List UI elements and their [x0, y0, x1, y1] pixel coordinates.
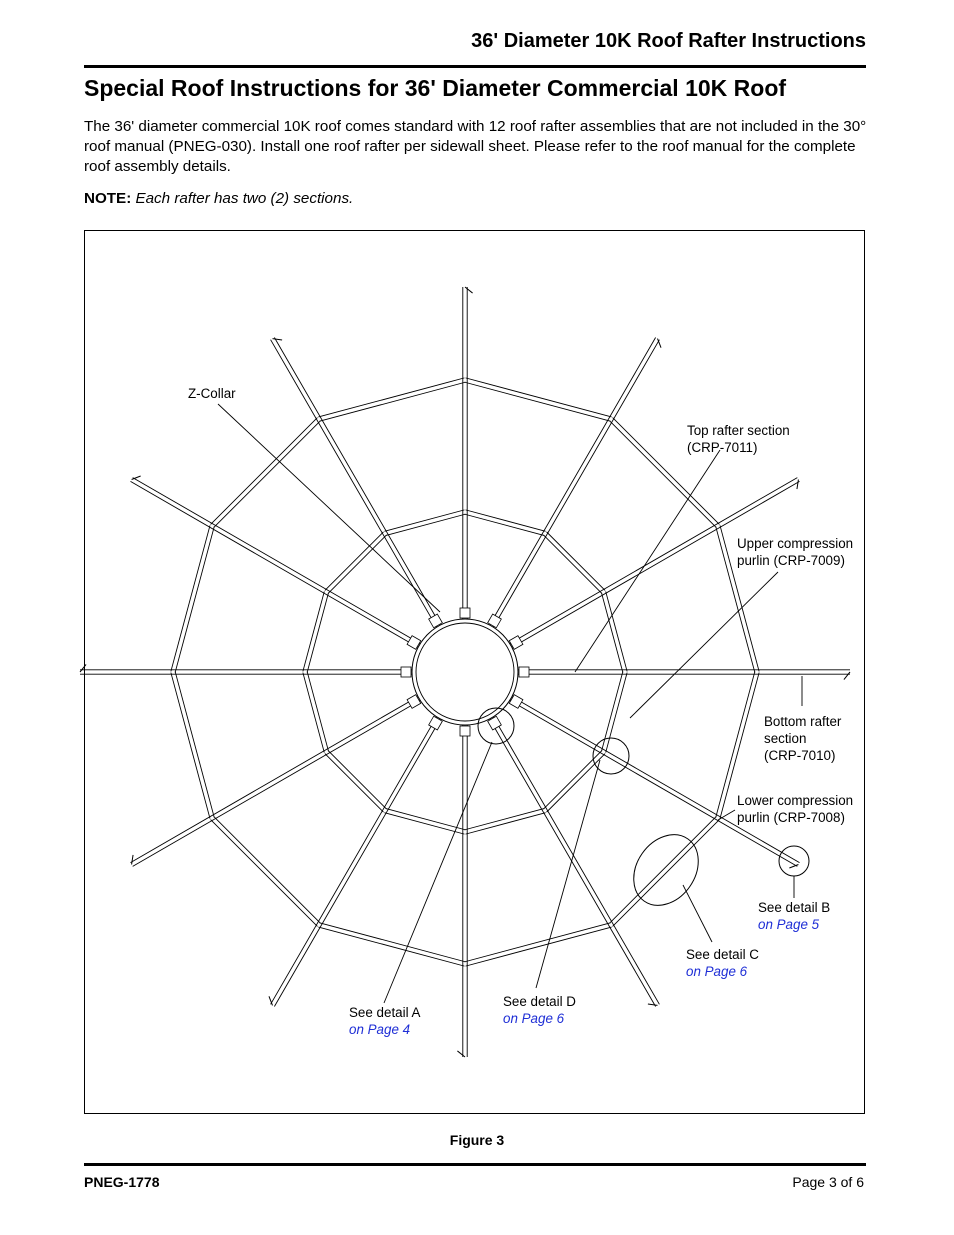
section-title: Special Roof Instructions for 36' Diameter Commercial 10K Roof [84, 75, 787, 101]
detail-c-link[interactable]: on Page 6 [686, 964, 748, 979]
callout-upper-purlin [737, 535, 853, 569]
upper-purlin-0 [464, 510, 545, 536]
note-text: Each rafter has two (2) sections. [135, 190, 354, 207]
rafter-11-edge-0 [274, 337, 440, 625]
rafter-tip-8 [132, 855, 133, 865]
upper-purlin-6-edge-0 [386, 808, 466, 829]
lower-purlin-5-edge-1 [466, 927, 612, 966]
rafter-6 [463, 725, 467, 1057]
leader-line-6 [683, 885, 712, 942]
rafter-tip-2 [797, 480, 798, 490]
upper-purlin-11-edge-0 [386, 514, 466, 535]
rafter-tip-3 [844, 672, 850, 680]
upper-purlin-1 [543, 532, 605, 594]
detail-c-ellipse [620, 822, 711, 918]
lower-purlin-7 [211, 816, 321, 926]
detail-b-label: See detail B [758, 900, 831, 915]
upper-purlin-9-edge-1 [303, 591, 324, 671]
detail-a-link[interactable]: on Page 4 [349, 1022, 411, 1037]
lower-purlin-9-edge-0 [175, 527, 214, 673]
footer-rule [84, 1163, 866, 1166]
lower-purlin-10-edge-1 [211, 418, 318, 525]
lower-purlin-6 [318, 923, 465, 966]
callout-detail-d [503, 993, 576, 1027]
leader-line-0 [218, 404, 440, 612]
upper-purlin-6-edge-1 [384, 813, 464, 834]
upper-purlin-1-edge-1 [547, 532, 606, 591]
lower-purlin-11 [318, 378, 465, 421]
collar-bracket-4 [509, 695, 523, 709]
callout-z-collar [188, 385, 236, 402]
rafter-1-edge-0 [493, 340, 659, 628]
rafter-8-edge-1 [133, 700, 421, 866]
lower-purlin-9 [171, 525, 214, 672]
upper-purlin-0-edge-0 [464, 514, 544, 535]
page-header-title: 36' Diameter 10K Roof Rafter Instructions [471, 30, 866, 52]
lower-purlin-part: purlin (CRP-7008) [737, 810, 845, 825]
collar-bracket-9 [401, 667, 411, 677]
upper-purlin-7-edge-0 [328, 750, 387, 809]
upper-purlin-4 [543, 750, 605, 812]
rafter-11-edge-1 [271, 340, 437, 628]
collar-bracket-6 [460, 726, 470, 736]
rafter-5 [490, 717, 660, 1007]
bottom-rafter-part: (CRP-7010) [764, 748, 836, 763]
leader-line-7 [536, 760, 600, 988]
upper-purlin-4-edge-1 [547, 754, 606, 813]
detail-b-link[interactable]: on Page 5 [758, 917, 820, 932]
lower-purlin-11-edge-1 [318, 378, 464, 417]
rafter-10-edge-1 [130, 481, 418, 647]
collar-bracket-0 [460, 608, 470, 618]
rafter-tip-9 [80, 664, 86, 672]
rafter-4-edge-1 [512, 697, 800, 863]
upper-purlin-8-edge-1 [303, 673, 324, 753]
upper-purlin-2-edge-1 [606, 591, 627, 671]
upper-purlin-5 [464, 808, 545, 834]
lower-purlin-label: Lower compression [737, 793, 854, 808]
rafter-tip-5 [648, 1004, 658, 1005]
upper-purlin-10 [325, 532, 387, 594]
rafter-5-edge-0 [490, 719, 656, 1007]
top-rafter-part: (CRP-7011) [687, 440, 758, 455]
callout-detail-c [686, 946, 759, 980]
upper-purlin-label: Upper compression [737, 536, 854, 551]
lower-purlin-5-edge-0 [464, 923, 610, 962]
rafter-5-edge-1 [493, 717, 659, 1005]
upper-purlin-2 [601, 591, 627, 672]
callout-detail-b [758, 899, 830, 933]
collar-bracket-11 [429, 614, 443, 628]
upper-purlin-0-edge-1 [466, 510, 546, 531]
upper-purlin-2-edge-0 [601, 593, 622, 673]
collar-bracket-5 [488, 716, 502, 730]
upper-purlin-1-edge-0 [543, 535, 602, 594]
lower-purlin-8 [171, 671, 214, 818]
leader-line-1 [575, 450, 720, 672]
rafter-10 [130, 478, 420, 648]
detail-d-circle [593, 738, 629, 774]
lower-purlin-10-edge-0 [214, 421, 321, 528]
callout-top-rafter [687, 422, 790, 456]
rafter-3 [518, 670, 850, 674]
leader-line-8 [384, 742, 492, 1003]
top-rafter-label: Top rafter section [687, 423, 790, 438]
rafter-8-edge-0 [130, 697, 418, 863]
collar-bracket-3 [519, 667, 529, 677]
lower-purlin-6-edge-1 [318, 927, 464, 966]
lower-purlin-10 [211, 418, 321, 528]
upper-purlin-11 [384, 510, 465, 536]
rafter-10-edge-0 [133, 478, 421, 644]
note-label: NOTE: [84, 190, 132, 207]
bottom-rafter-label: Bottom rafter [764, 714, 842, 729]
upper-purlin-part: purlin (CRP-7009) [737, 553, 845, 568]
detail-b-circle [779, 846, 809, 876]
rafter-11 [271, 337, 441, 627]
upper-purlin-3-edge-1 [606, 673, 627, 753]
lower-purlin-8-edge-1 [171, 673, 210, 819]
figure-caption: Figure 3 [449, 1132, 505, 1148]
rafter-tip-6 [457, 1051, 465, 1057]
rafter-7 [271, 717, 441, 1007]
lower-purlin-7-edge-0 [214, 816, 321, 923]
lower-purlin-5 [464, 923, 611, 966]
rafter-1 [490, 337, 660, 627]
upper-purlin-7-edge-1 [325, 754, 384, 813]
z-collar-label: Z-Collar [188, 386, 236, 401]
detail-d-label: See detail D [503, 994, 576, 1009]
collar-bracket-2 [509, 636, 523, 650]
rafter-9 [80, 670, 412, 674]
lower-purlin-7-edge-1 [211, 820, 318, 927]
rafter-0 [463, 287, 467, 619]
upper-purlin-11-edge-1 [384, 510, 464, 531]
lower-purlin-9-edge-1 [171, 525, 210, 671]
bottom-rafter-label-2: section [764, 731, 807, 746]
lower-purlin-4 [609, 816, 719, 926]
lower-purlin-8-edge-0 [175, 671, 214, 817]
detail-d-link[interactable]: on Page 6 [503, 1011, 565, 1026]
lower-purlin-6-edge-0 [320, 923, 466, 962]
upper-purlin-7 [325, 750, 387, 812]
collar-bracket-7 [429, 716, 443, 730]
lower-purlin-4-edge-0 [609, 816, 716, 923]
upper-purlin-9-edge-0 [307, 593, 328, 673]
upper-purlin-5-edge-1 [466, 813, 546, 834]
rafter-tip-11 [273, 339, 283, 340]
lower-purlin-0-edge-1 [466, 378, 612, 417]
footer-doc-id: PNEG-1778 [84, 1174, 160, 1190]
upper-purlin-3 [601, 671, 627, 752]
detail-a-label: See detail A [349, 1005, 421, 1020]
callout-bottom-rafter [764, 713, 841, 764]
lower-purlin-11-edge-0 [320, 382, 466, 421]
lower-purlin-0 [464, 378, 611, 421]
upper-purlin-5-edge-0 [464, 808, 544, 829]
upper-purlin-10-edge-0 [328, 535, 387, 594]
upper-purlin-8-edge-0 [307, 671, 328, 751]
rafter-7-edge-1 [274, 719, 440, 1007]
callout-lower-purlin [737, 792, 853, 826]
callout-detail-a [349, 1004, 420, 1038]
upper-purlin-9 [303, 591, 329, 672]
upper-purlin-10-edge-1 [325, 532, 384, 591]
upper-purlin-8 [303, 671, 329, 752]
rafter-tip-0 [465, 287, 473, 293]
z-collar-inner [416, 623, 514, 721]
collar-bracket-1 [488, 614, 502, 628]
rafter-7-edge-0 [271, 717, 437, 1005]
rafter-8 [130, 697, 420, 867]
footer-page-number: Page 3 of 6 [792, 1174, 864, 1190]
lower-purlin-0-edge-0 [464, 382, 610, 421]
upper-purlin-6 [384, 808, 465, 834]
detail-c-label: See detail C [686, 947, 759, 962]
rafter-1-edge-1 [490, 337, 656, 625]
section-body-text: The 36' diameter commercial 10K roof comes standard with 12 roof rafter assemblies that are not included in the 30° roof manual (PNEG-030). Install one roof rafter per sidewall sheet. Please refer to the roof manual for the complete roof assembly details. [84, 118, 867, 175]
leader-line-2 [630, 572, 778, 718]
